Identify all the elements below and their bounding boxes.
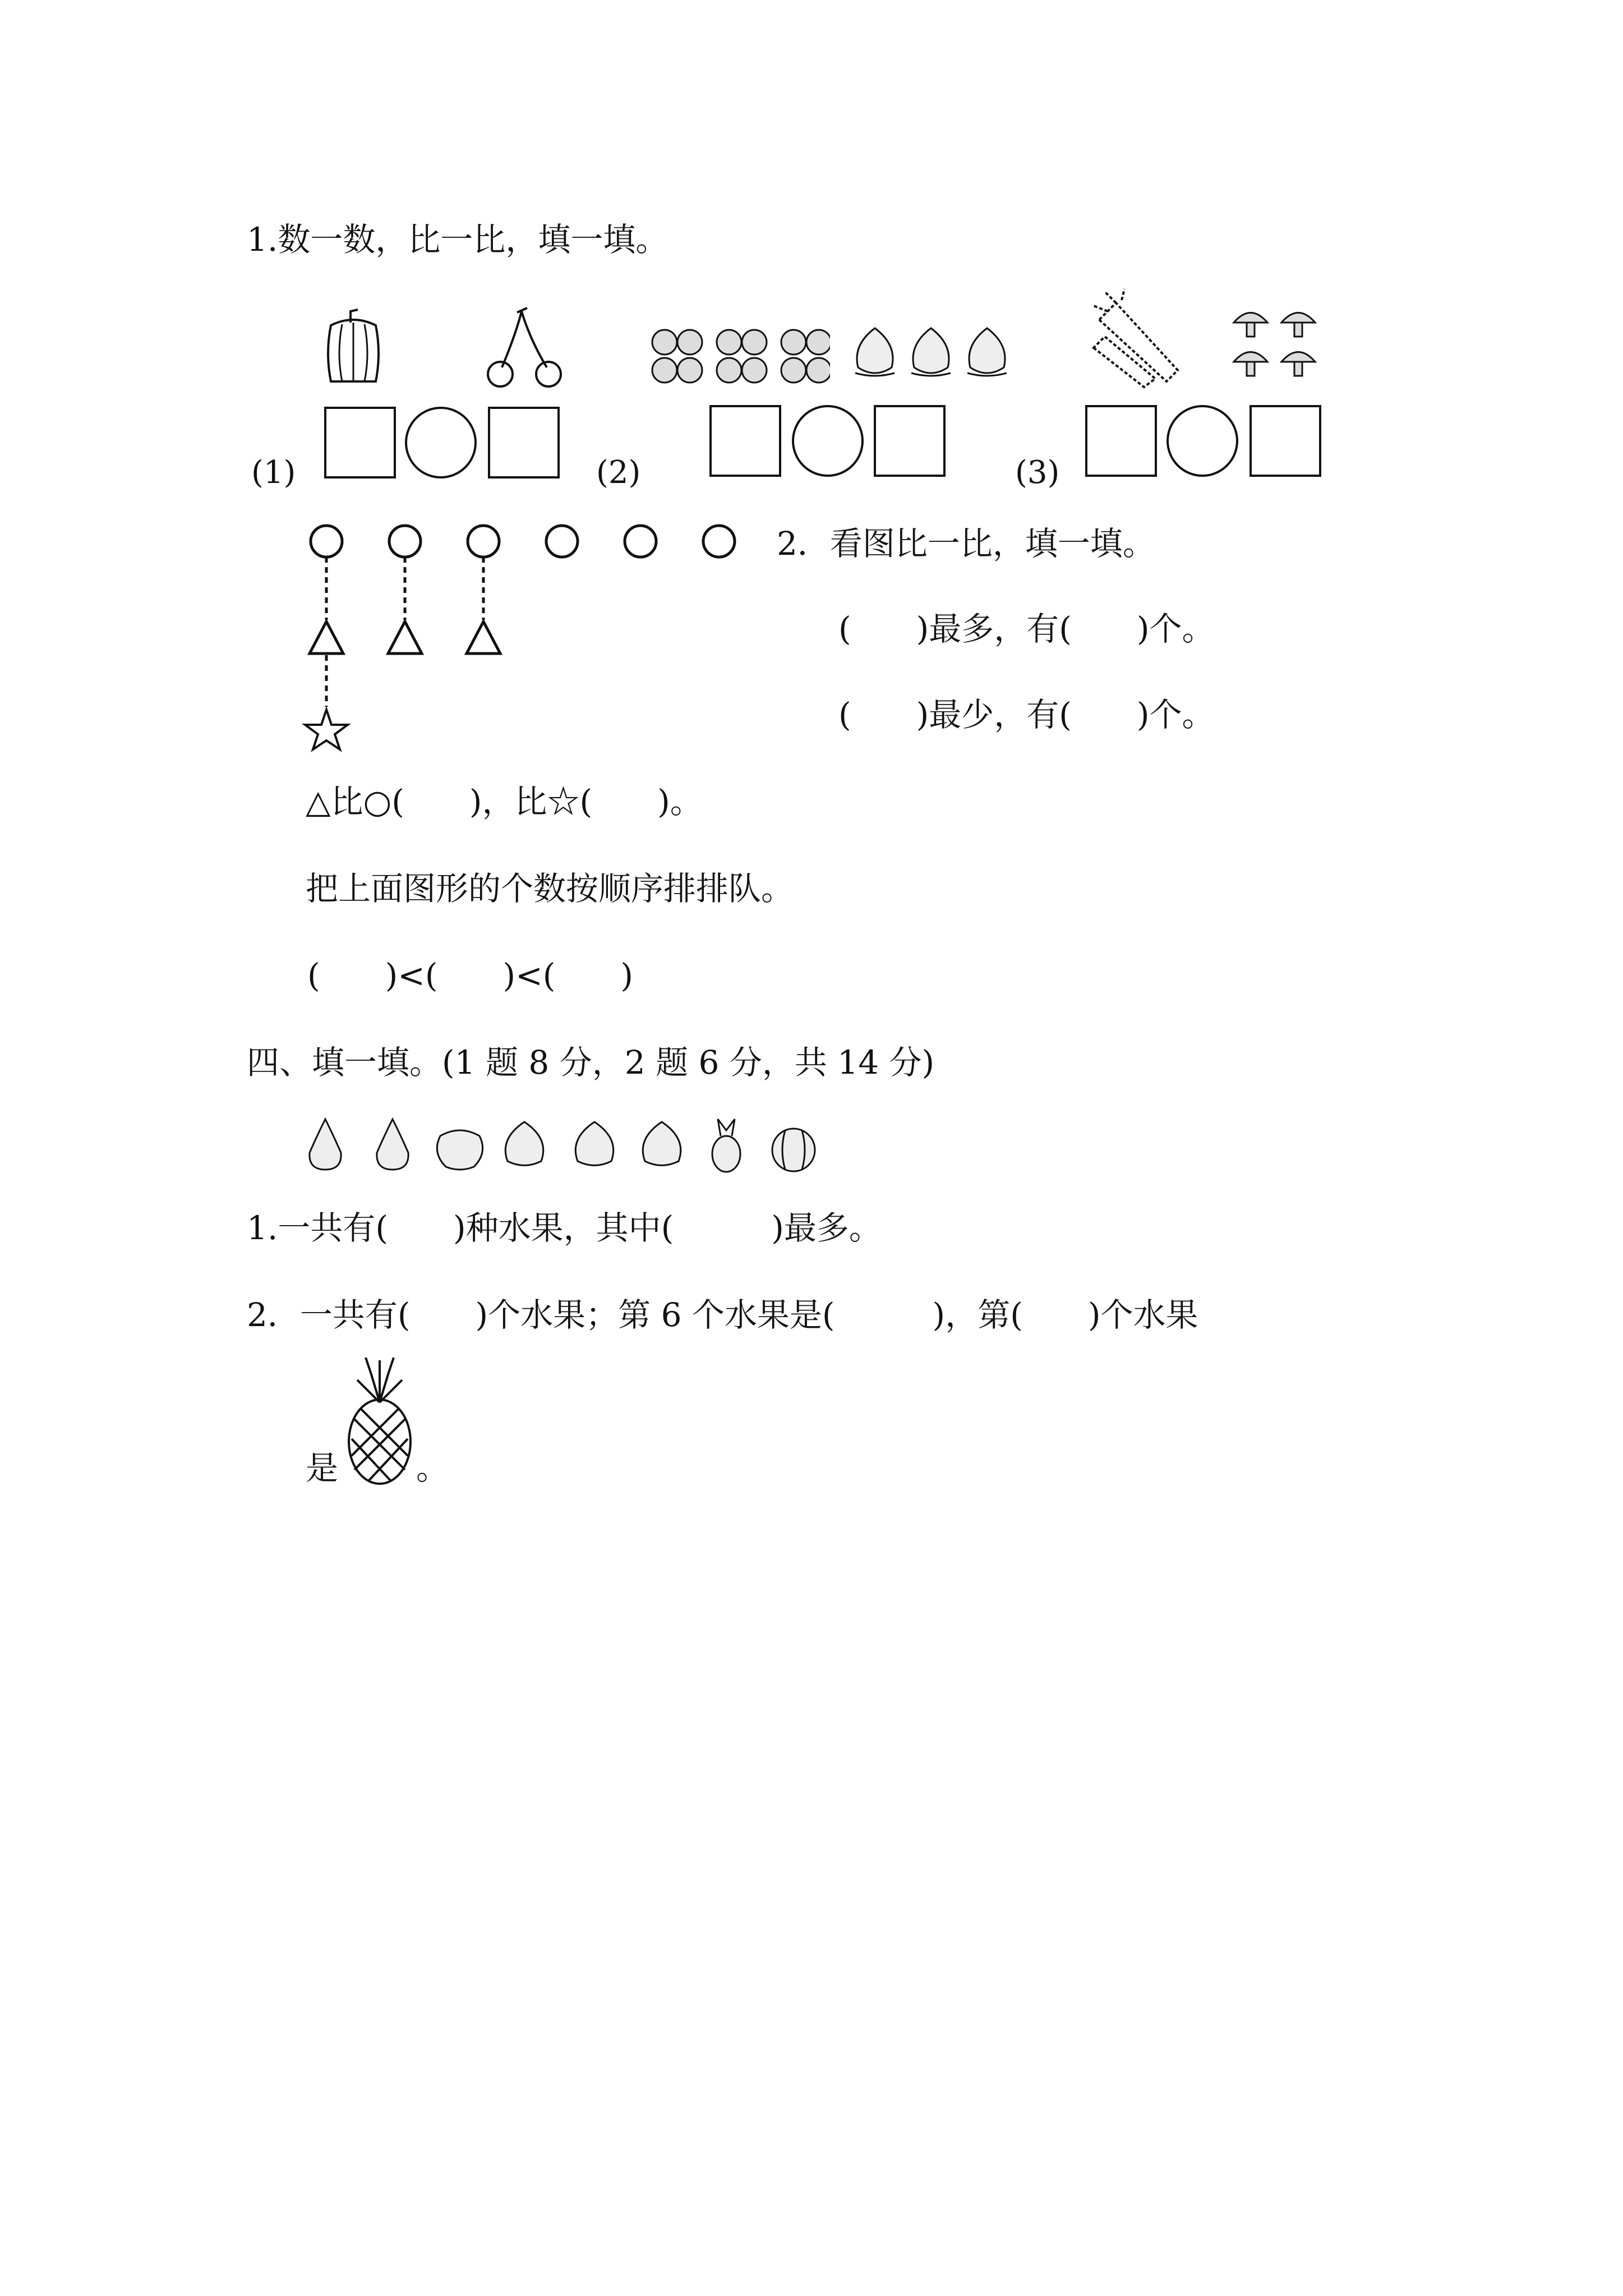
item-3-compare-circle[interactable] [1166,405,1238,477]
q2-order-line[interactable]: ( )<( )<( ) [307,956,633,995]
peach-icon [575,1122,614,1166]
pineapple-icon [343,1358,416,1487]
q2-order-prompt: 把上面图形的个数按顺序排排队。 [306,869,794,908]
pear-icon [377,1119,408,1170]
item-1-box-right[interactable] [488,407,560,478]
item-2-compare-circle[interactable] [792,405,864,477]
pumpkin-icon [320,303,387,387]
item-3-box-left[interactable] [1085,405,1157,477]
apple-icon [437,1130,482,1170]
pumpkin-icon [772,1129,815,1171]
circle-symbol [703,526,735,557]
peach-icon [643,1122,681,1166]
section4-q2-prefix: 是 [306,1449,339,1487]
q2-most-line[interactable]: ( )最多，有( )个。 [838,610,1215,648]
circle-symbol [546,526,578,557]
symbol-matching-diagram [297,516,746,757]
item-1-compare-circle[interactable] [405,407,477,478]
pear-icon [310,1119,341,1170]
q2-title: 2．看图比一比，填一填。 [777,524,1155,563]
item-1-box-left[interactable] [324,407,396,478]
circle-symbol [468,526,499,557]
mushroom-group-icon [1228,303,1324,387]
triangle-symbol [388,622,422,654]
section4-q2-line1[interactable]: 2．一共有( )个水果；第 6 个水果是( )，第( )个水果 [247,1296,1198,1334]
section4-q1[interactable]: 1.一共有( )种水果，其中( )最多。 [247,1209,882,1247]
triangle-symbol [310,622,343,654]
cherry-icon [482,306,566,390]
q2-compare-line[interactable]: △比○( )，比☆( )。 [306,783,703,821]
star-symbol [305,710,348,749]
triangle-symbol [467,622,500,654]
carrot-group-icon [1082,286,1189,393]
section4-q2-suffix: 。 [416,1449,449,1487]
circle-symbol [625,526,656,557]
circle-symbol [311,526,342,557]
item-3-label: (3) [1015,454,1060,491]
pineapple-icon [712,1136,740,1172]
circle-symbol [389,526,421,557]
peach-icon [505,1122,543,1166]
item-2-box-left[interactable] [709,405,781,477]
item-1-label: (1) [251,454,296,491]
item-2-box-right[interactable] [874,405,946,477]
fruit-row [303,1114,830,1175]
orange-group-icon [651,325,830,387]
peach-group-icon [847,323,1015,384]
q2-least-line[interactable]: ( )最少，有( )个。 [838,696,1215,734]
section4-heading: 四、填一填。(1 题 8 分，2 题 6 分，共 14 分) [247,1043,935,1082]
item-3-box-right[interactable] [1249,405,1321,477]
item-2-label: (2) [596,454,641,491]
q1-title: 1.数一数，比一比，填一填。 [247,220,668,259]
